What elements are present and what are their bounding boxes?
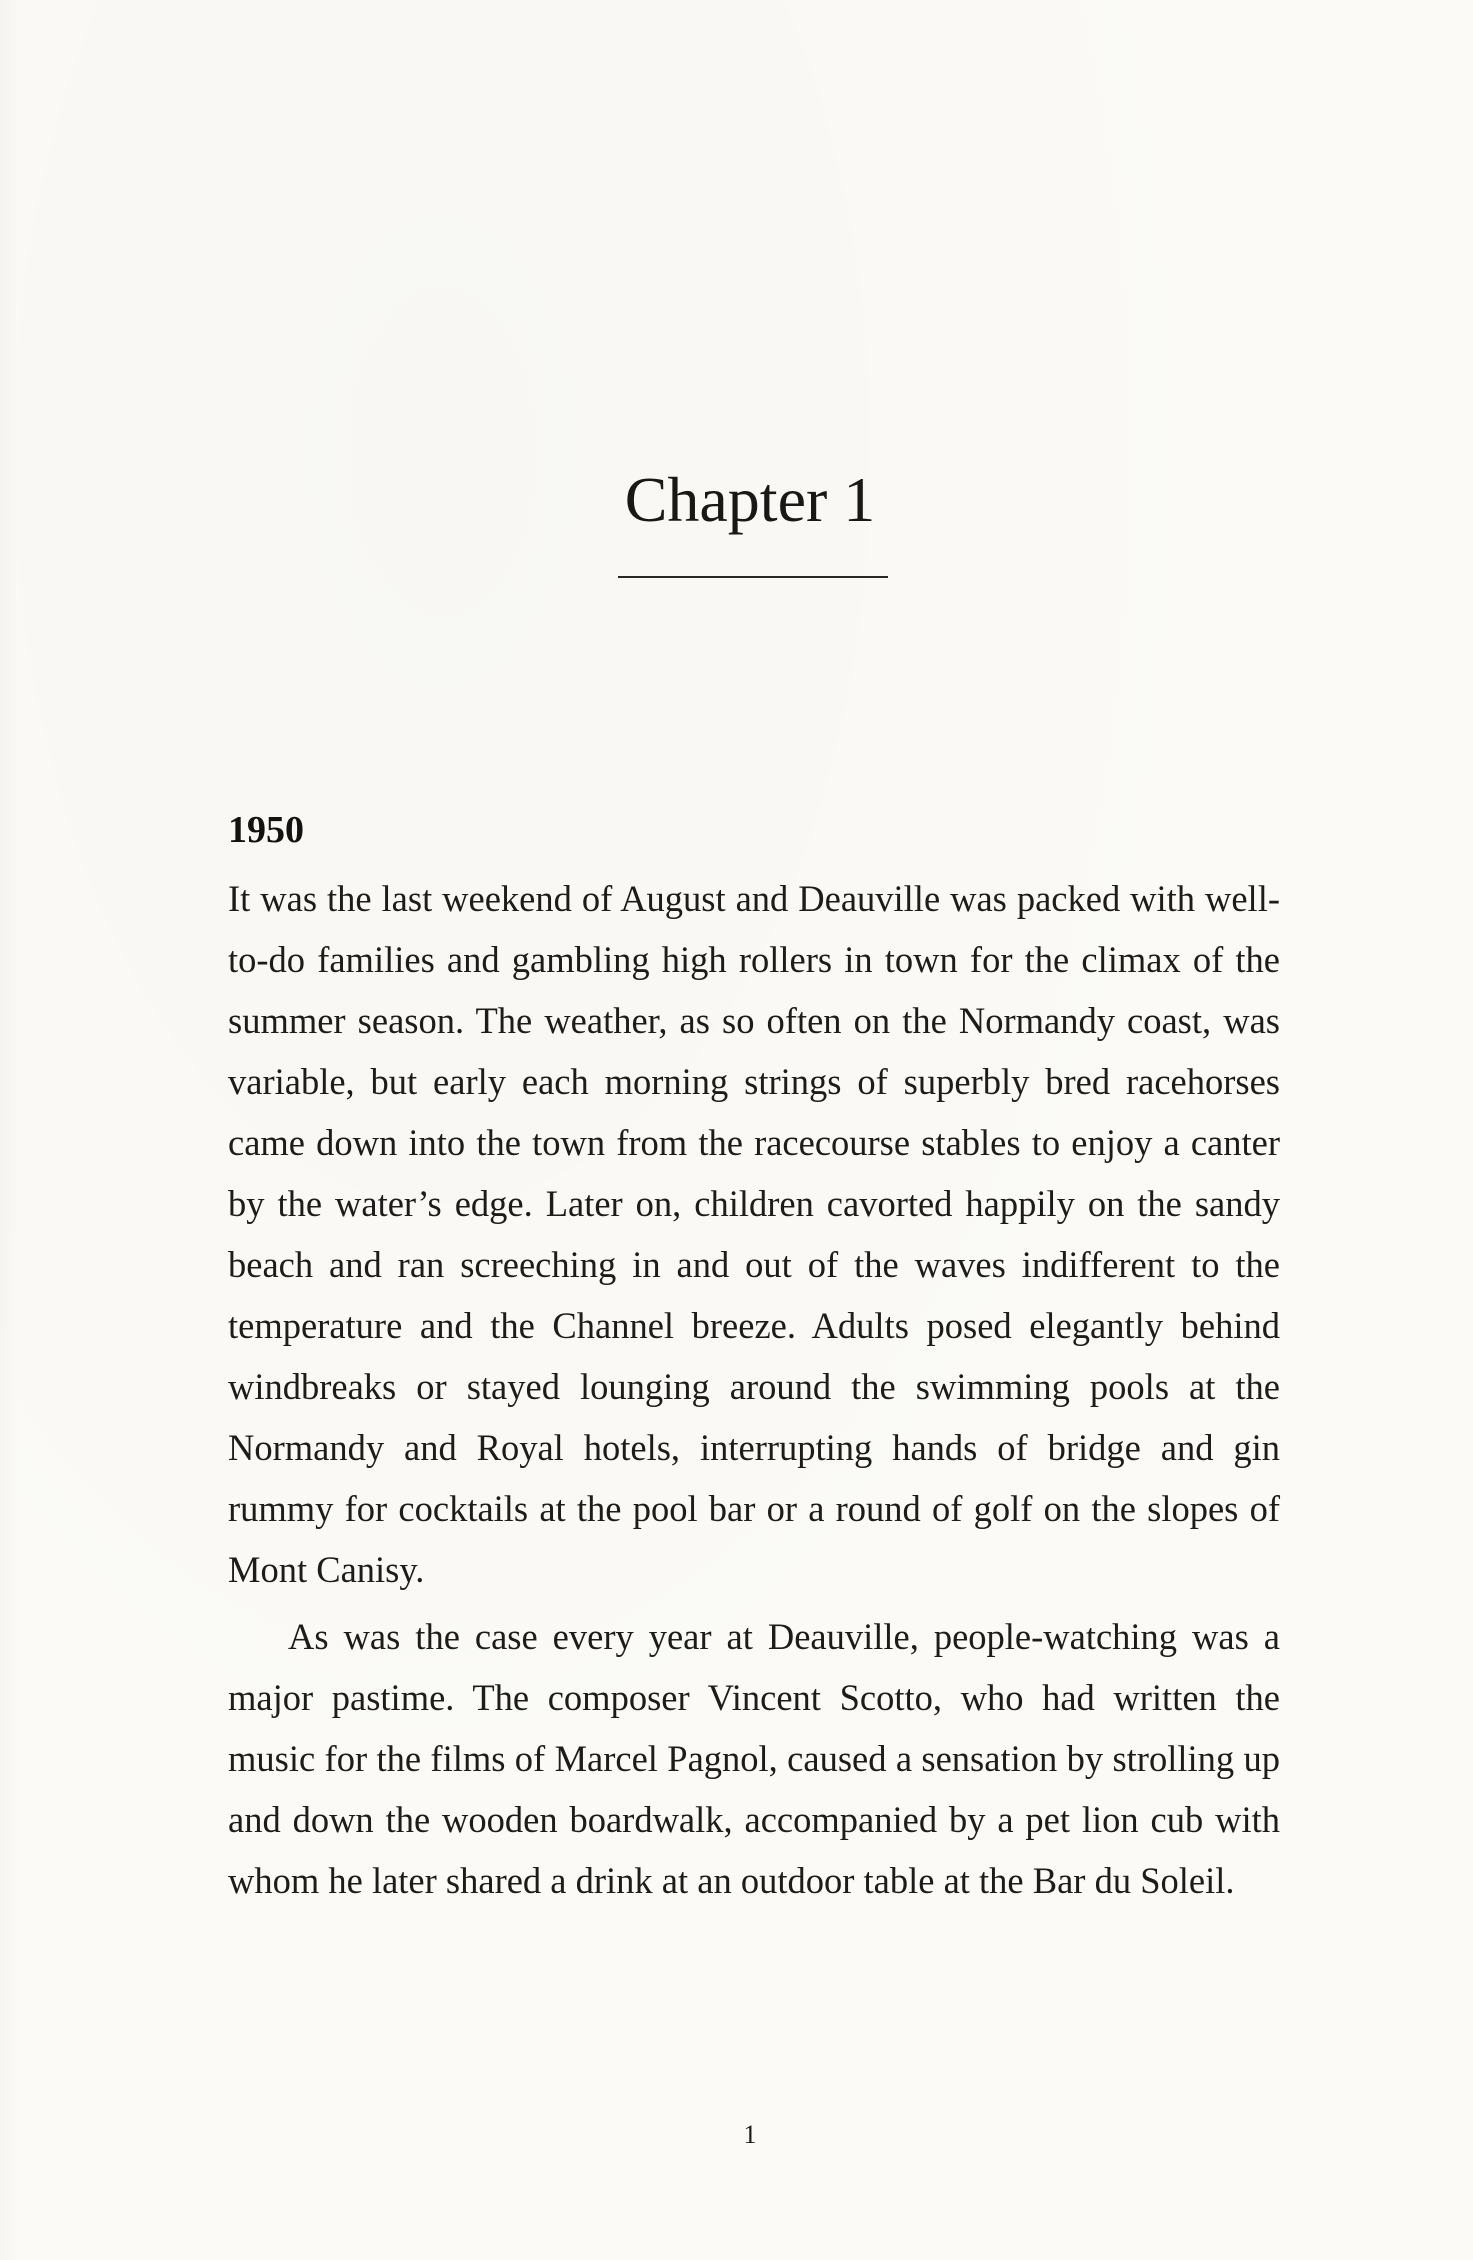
page-number: 1 [743,2120,757,2149]
body-text [228,868,1280,1911]
chapter-title: Chapter 1 [624,464,876,535]
title-underline-rule [618,576,888,578]
paragraph-2: As was the case every year at Deauville, people-watching was a major pastime. The composer Vincent Scotto, who had written the music for the films of Marcel Pagnol, caused a sensation by strolling up and down the wooden boardwalk, accompanied by a pet lion cub with whom he later shared a drink at an outdoor table at the Bar du Soleil. [228,1616,1280,1901]
paragraph-1: It was the last weekend of August and Deauville was packed with well-to-do families and gambling high rollers in town for the climax of the summer season. The weather, as so often on the Normandy coast, was variable, but early each morning strings of superbly bred racehorses came down into the town from the racecourse stables to enjoy a canter by the water’s edge. Later on, children cavorted happily on the sandy beach and ran screeching in and out of the waves indifferent to the temperature and the Channel breeze. Adults posed elegantly behind windbreaks or stayed lounging around the swimming pools at the Normandy and Royal hotels, interrupting hands of bridge and gin rummy for cocktails at the pool bar or a round of golf on the slopes of Mont Canisy. [228,878,1280,1590]
section-year-heading: 1950 [228,809,304,851]
